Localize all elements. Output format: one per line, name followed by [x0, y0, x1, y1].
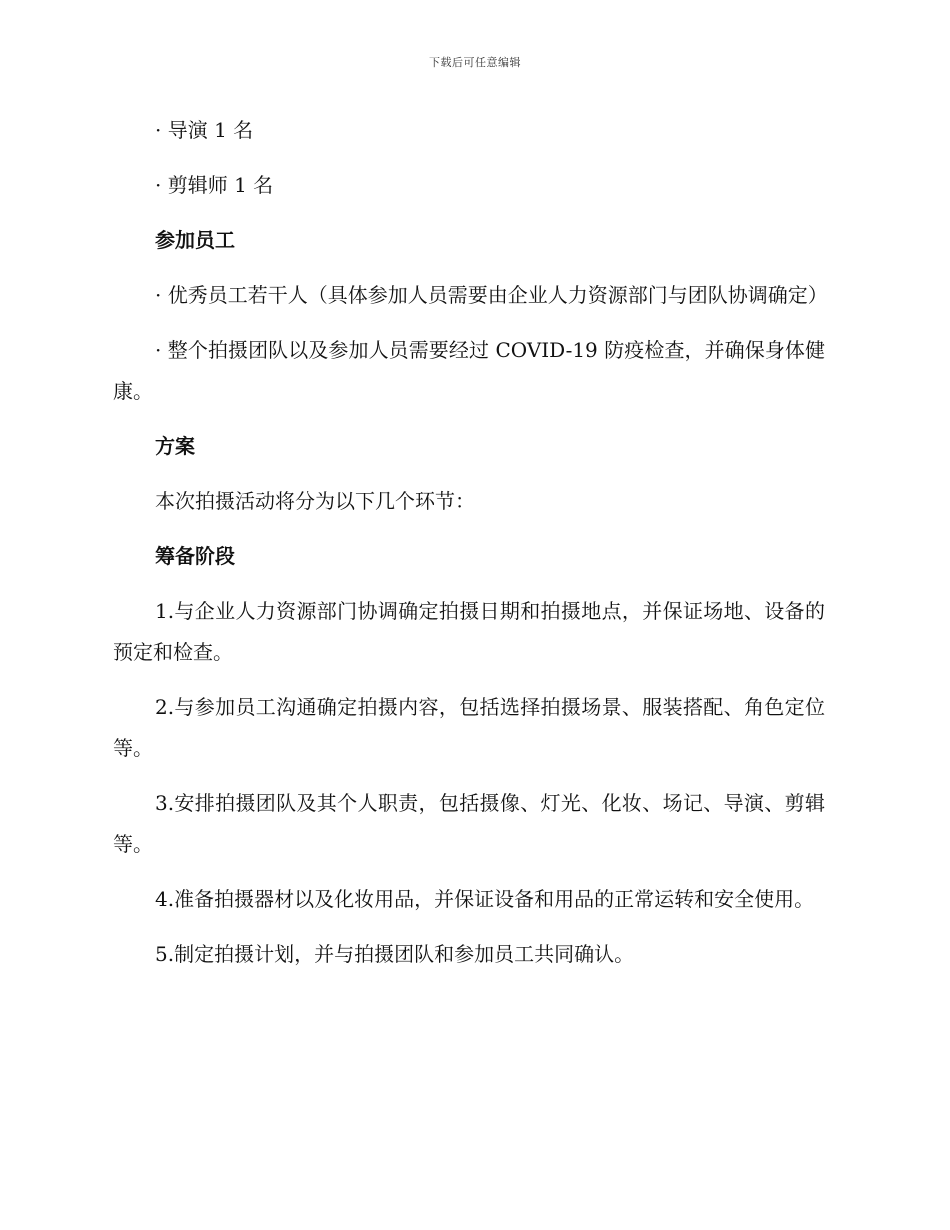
list-item-covid-check: · 整个拍摄团队以及参加人员需要经过 COVID-19 防疫检查，并确保身体健康。 — [113, 338, 825, 403]
section-heading-participants: 参加员工 — [155, 228, 235, 252]
section-heading-preparation: 筹备阶段 — [155, 544, 235, 568]
step-item-2: 2.与参加员工沟通确定拍摄内容，包括选择拍摄场景、服装搭配、角色定位等。 — [113, 695, 825, 760]
list-item-editor: · 剪辑师 1 名 — [155, 173, 274, 197]
step-item-1: 1.与企业人力资源部门协调确定拍摄日期和拍摄地点，并保证场地、设备的预定和检查。 — [113, 599, 825, 664]
page-header: 下载后可任意编辑 — [429, 56, 521, 69]
step-item-5: 5.制定拍摄计划，并与拍摄团队和参加员工共同确认。 — [155, 942, 635, 966]
step-item-4: 4.准备拍摄器材以及化妆用品，并保证设备和用品的正常运转和安全使用。 — [155, 887, 815, 911]
paragraph-plan-intro: 本次拍摄活动将分为以下几个环节： — [155, 489, 475, 513]
step-item-3: 3.安排拍摄团队及其个人职责，包括摄像、灯光、化妆、场记、导演、剪辑等。 — [113, 791, 825, 856]
list-item-director: · 导演 1 名 — [155, 118, 254, 142]
document-body — [113, 110, 828, 989]
list-item-excellent-staff: · 优秀员工若干人（具体参加人员需要由企业人力资源部门与团队协调确定） — [155, 283, 828, 307]
section-heading-plan: 方案 — [155, 434, 195, 458]
